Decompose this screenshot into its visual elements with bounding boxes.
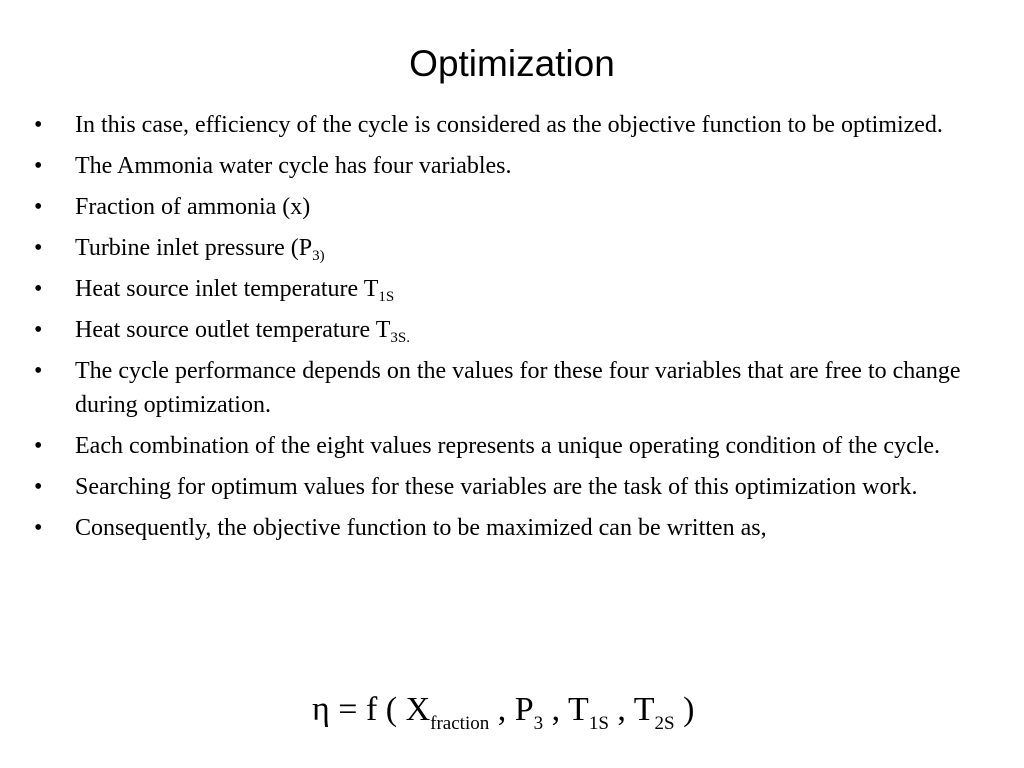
formula-subscript-t2s: 2S [654,713,675,734]
bullet-item [34,429,994,463]
formula-separator: , P [489,691,534,728]
bullet-item [34,272,994,306]
slide-title: Optimization [409,43,615,84]
bullet-text: Turbine inlet pressure (P [75,235,313,261]
bullet-text: Searching for optimum values for these variables are the task of this optimization work. [75,474,918,500]
bullet-item [34,190,994,224]
formula-separator: , T [608,691,655,728]
bullet-marker: • [34,153,43,179]
bullet-subscript: 3) [312,248,325,264]
bullet-text: The Ammonia water cycle has four variables. [75,153,512,179]
bullet-marker: • [34,515,43,541]
bullet-marker: • [34,235,43,261]
bullet-marker: • [34,194,43,220]
bullet-list [34,108,994,552]
bullet-item [34,511,994,545]
bullet-subscript: 1S [378,289,395,305]
bullet-item [34,470,994,504]
bullet-text: Each combination of the eight values represents a unique operating condition of the cycle. [75,433,941,459]
formula-subscript-fraction: fraction [430,713,490,734]
bullet-marker: • [34,358,43,384]
bullet-text: Fraction of ammonia (x) [75,194,311,220]
objective-function-formula [312,688,694,732]
formula-separator: , T [543,691,589,728]
bullet-marker: • [34,276,43,302]
bullet-marker: • [34,474,43,500]
formula-close-paren: ) [674,691,695,728]
bullet-item [34,354,994,422]
bullet-item [34,149,994,183]
formula-subscript-p: 3 [533,713,544,734]
bullet-text: In this case, efficiency of the cycle is considered as the objective function to be optimized. [75,112,943,138]
bullet-marker: • [34,433,43,459]
bullet-marker: • [34,317,43,343]
bullet-text: The cycle performance depends on the values for these four variables that are free to change during optimization. [75,358,961,418]
bullet-item [34,231,994,265]
bullet-item [34,108,994,142]
bullet-text: Heat source outlet temperature T [75,317,391,343]
formula-subscript-t1s: 1S [588,713,609,734]
formula-lhs: η = f ( X [312,691,431,728]
bullet-marker: • [34,112,43,138]
bullet-text: Consequently, the objective function to be maximized can be written as, [75,515,767,541]
bullet-subscript: 3S. [390,330,411,346]
bullet-text: Heat source inlet temperature T [75,276,379,302]
bullet-item [34,313,994,347]
